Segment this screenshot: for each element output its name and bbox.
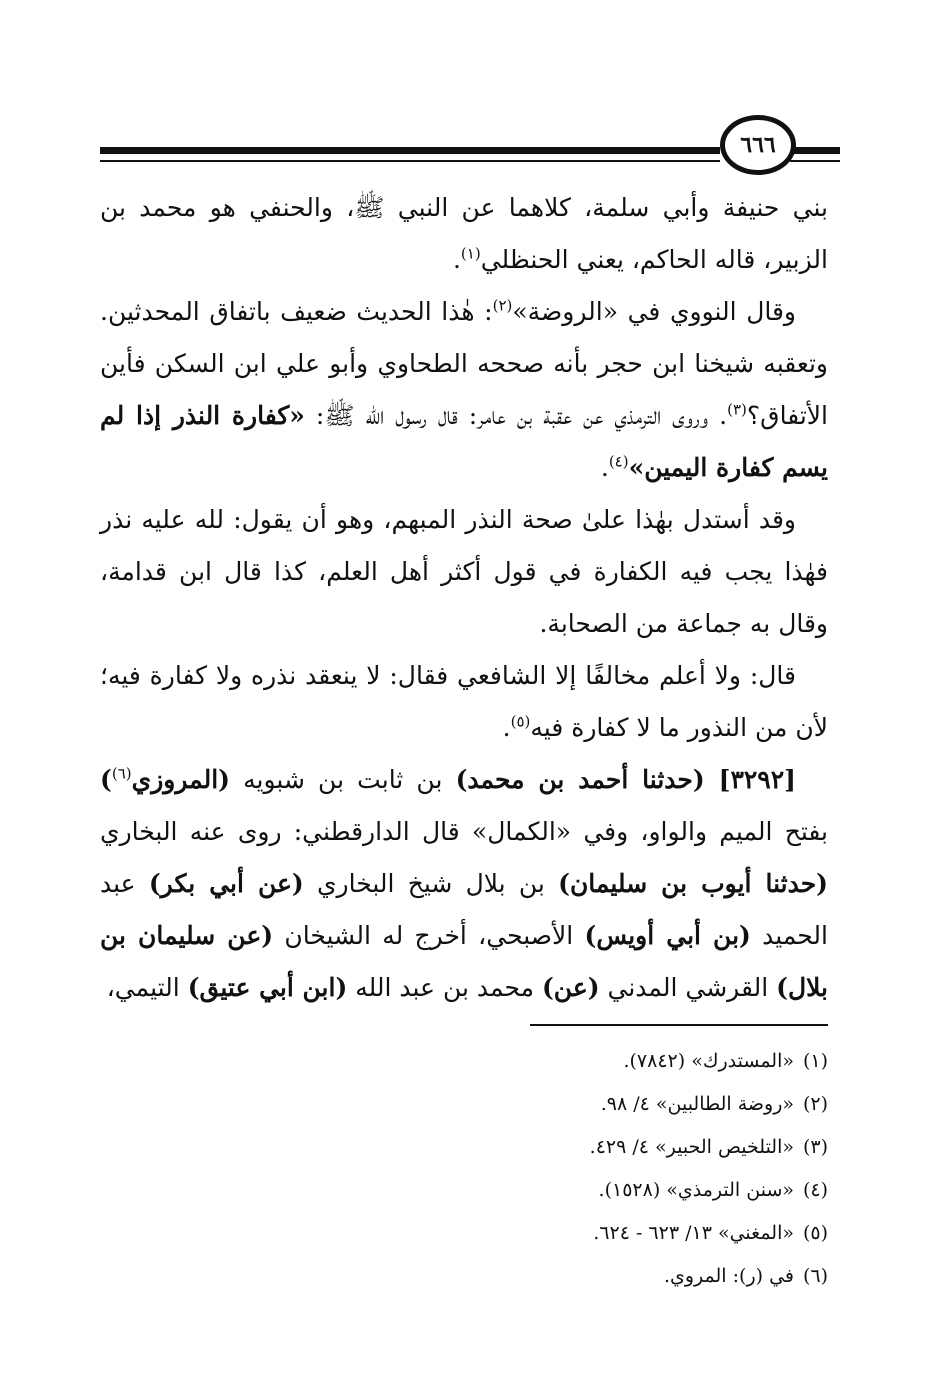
header-rule-thick: [100, 147, 720, 154]
footnote-6: (٦)في (ر): المروي.: [663, 1265, 828, 1287]
footnote-5: (٥)«المغني» ١٣/ ٦٢٣ - ٦٢٤.: [593, 1222, 828, 1244]
paragraph-4: قال: ولا أعلم مخالفًا إلا الشافعي فقال: لا ينعقد نذره ولا كفارة فيه؛ لأن من النذور ما لا كفارة فيه$^{(٥)}$.: [100, 661, 828, 742]
footnote-ref-1[interactable]: (١): [460, 244, 481, 263]
main-text: [100, 182, 828, 1014]
hadith-number: [٣٢٩٢] (حدثنا أحمد بن محمد): [455, 765, 796, 794]
header-rule-right-thin: [790, 160, 840, 162]
footnote-ref-3[interactable]: (٣): [727, 400, 747, 419]
footnote-4: (٤)«سنن الترمذي» (١٥٢٨).: [598, 1179, 828, 1201]
header-rule-right-thick: [790, 147, 840, 154]
footnote-3: (٣)«التلخيص الحبير» ٤/ ٤٢٩.: [589, 1136, 828, 1158]
paragraph-5: [٣٢٩٢] (حدثنا أحمد بن محمد) بن ثابت بن شبويه (المروزي$^{(٦)}$) بفتح الميم والواو، وفي «الكمال» قال الدارقطني: روى عنه البخاري (حدثنا أيوب بن سليمان) بن بلال شيخ البخاري (عن أبي بكر) عبد الحميد (بن أبي أويس) الأصبحي، أخرج له الشيخان (عن سليمان بن بلال) القرشي المدني (عن) محمد بن عبد الله (ابن أبي عتيق) التيمي،: [100, 764, 828, 1002]
footnotes: [400, 1040, 828, 1298]
header-rule-thin: [100, 160, 720, 162]
paragraph-2: وقال النووي في «الروضة»$^{(٢)}$: هٰذا الحديث ضعيف باتفاق المحدثين. وتعقبه شيخنا ابن حجر بأنه صححه الطحاوي وأبو علي ابن السكن فأين الأتفاق؟$^{(٣)}$. وروى الترمذي عن عقبة بن عامر: قال رسول الله ﷺ: «كفارة النذر إذا لم يسم كفارة اليمين»$^{(٤)}$.: [100, 296, 828, 482]
footnote-ref-6[interactable]: (٦): [111, 764, 132, 783]
page-header: [100, 112, 840, 182]
footnote-ref-2[interactable]: (٢): [492, 296, 513, 315]
footnote-ref-5[interactable]: (٥): [510, 712, 531, 731]
paragraph-3: وقد أستدل بهٰذا علىٰ صحة النذر المبهم، وهو أن يقول: لله عليه نذر فهٰذا يجب فيه الكفارة في قول أكثر أهل العلم، كذا قال ابن قدامة، وقال به جماعة من الصحابة.: [100, 505, 828, 638]
footnote-separator: [530, 1024, 828, 1026]
footnote-2: (٢)«روضة الطالبين» ٤/ ٩٨.: [600, 1093, 828, 1115]
paragraph-1: بني حنيفة وأبي سلمة، كلاهما عن النبي ﷺ، والحنفي هو محمد بن الزبير، قاله الحاكم، يعني الحنظلي$^{(١)}$.: [100, 193, 828, 274]
footnote-ref-4[interactable]: (٤): [608, 452, 629, 471]
page-number: ٦٦٦: [720, 115, 796, 175]
footnote-1: (١)«المستدرك» (٧٨٤٢).: [623, 1050, 828, 1072]
hadith-quote: «كفارة النذر إذا لم يسم كفارة اليمين»: [100, 401, 828, 482]
